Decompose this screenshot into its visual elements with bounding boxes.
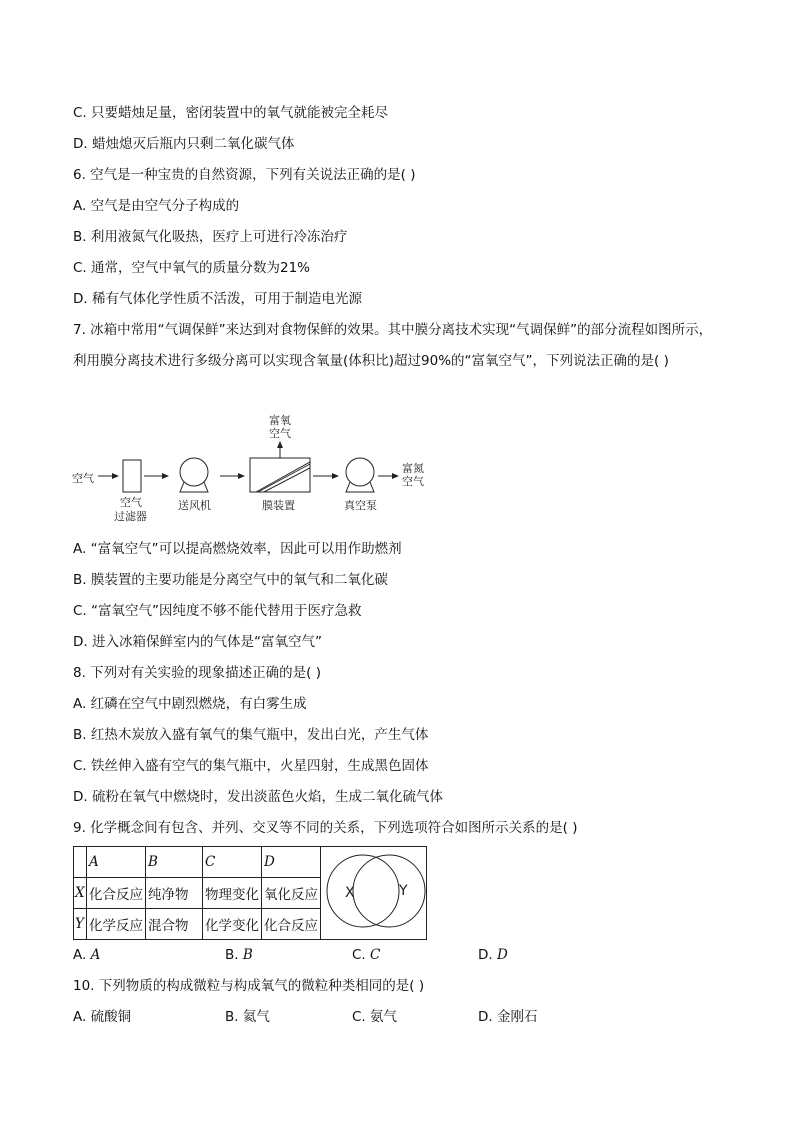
q6-option-d: D. 稀有气体化学性质不活泼，可用于制造电光源: [73, 291, 362, 307]
membrane-flow-diagram: [68, 410, 448, 525]
q8-option-c: C. 铁丝伸入盛有空气的集气瓶中，火星四射，生成黑色固体: [73, 758, 429, 774]
q9-option-b: B. B: [225, 947, 253, 963]
vacuum-pump-icon: [346, 458, 374, 492]
q10-option-a: A. 硫酸铜: [73, 1009, 132, 1025]
q5-option-d: D. 蜡烛熄灭后瓶内只剩二氧化碳气体: [73, 136, 295, 152]
oxygen-rich-label-2: 空气: [269, 427, 291, 440]
table-cell: 氧化反应: [262, 878, 321, 909]
q6-option-a: A. 空气是由空气分子构成的: [73, 198, 240, 214]
table-cell: 混合物: [146, 909, 203, 940]
table-header-cell: A: [87, 847, 146, 878]
table-corner-cell: [74, 847, 87, 878]
row-label-y: Y: [74, 909, 87, 940]
table-cell: 化学反应: [87, 909, 146, 940]
q9-concept-table: [73, 846, 427, 940]
q6-option-c: C. 通常，空气中氧气的质量分数为21%: [73, 260, 311, 276]
membrane-label: 膜装置: [262, 499, 295, 512]
venn-diagram: [321, 847, 426, 935]
q9-option-c: C. C: [352, 947, 381, 963]
q6-option-b: B. 利用液氮气化吸热，医疗上可进行冷冻治疗: [73, 229, 348, 245]
table-cell: 化学变化: [203, 909, 262, 940]
filter-label-1: 空气: [120, 496, 142, 509]
vacuum-pump-label: 真空泵: [344, 499, 377, 512]
table-cell: 化合反应: [87, 878, 146, 909]
table-header-cell: D: [262, 847, 321, 878]
membrane-device-icon: [250, 458, 310, 492]
venn-label-y: Y: [399, 883, 408, 899]
nitrogen-rich-label-2: 空气: [402, 475, 424, 488]
table-cell: 化合反应: [262, 909, 321, 940]
q9-option-d: D. D: [478, 947, 508, 963]
filter-label-2: 过滤器: [114, 510, 147, 523]
blower-label: 送风机: [178, 499, 211, 512]
venn-cell: [321, 847, 427, 940]
q9-option-a: A. A: [73, 947, 101, 963]
q8-option-b: B. 红热木炭放入盛有氧气的集气瓶中，发出白光，产生气体: [73, 727, 429, 743]
q7-option-d: D. 进入冰箱保鲜室内的气体是“富氧空气”: [73, 634, 322, 650]
q7-stem: 7. 冰箱中常用“气调保鲜”来达到对食物保鲜的效果。其中膜分离技术实现“气调保鲜”的部分流程如图所示，利用膜分离技术进行多级分离可以实现含氧量(体积比)超过90%的“富氧空气”，下列说法正确的是( ): [73, 322, 713, 369]
q9-stem: 9. 化学概念间有包含、并列、交叉等不同的关系，下列选项符合如图所示关系的是( ): [73, 820, 578, 836]
q10-option-b: B. 氦气: [225, 1009, 270, 1025]
q7-option-a: A. “富氧空气”可以提高燃烧效率，因此可以用作助燃剂: [73, 541, 402, 557]
table-header-row: [74, 847, 427, 878]
row-label-x: X: [74, 878, 87, 909]
q10-stem: 10. 下列物质的构成微粒与构成氧气的微粒种类相同的是( ): [73, 978, 425, 994]
q7-option-b: B. 膜装置的主要功能是分离空气中的氧气和二氧化碳: [73, 572, 388, 588]
air-filter-box: [123, 460, 141, 492]
nitrogen-rich-label-1: 富氮: [402, 462, 424, 475]
q10-option-d: D. 金刚石: [478, 1009, 538, 1025]
q8-stem: 8. 下列对有关实验的现象描述正确的是( ): [73, 665, 321, 681]
q5-option-c: C. 只要蜡烛足量，密闭装置中的氧气就能被完全耗尽: [73, 105, 389, 121]
table-cell: 纯净物: [146, 878, 203, 909]
q8-option-d: D. 硫粉在氧气中燃烧时，发出淡蓝色火焰，生成二氧化硫气体: [73, 789, 443, 805]
table-header-cell: B: [146, 847, 203, 878]
q10-option-c: C. 氨气: [352, 1009, 398, 1025]
air-input-label: 空气: [72, 472, 94, 485]
q7-option-c: C. “富氧空气”因纯度不够不能代替用于医疗急救: [73, 603, 362, 619]
blower-icon: [180, 458, 208, 492]
q8-option-a: A. 红磷在空气中剧烈燃烧，有白雾生成: [73, 696, 307, 712]
venn-label-x: X: [345, 885, 355, 901]
q6-stem: 6. 空气是一种宝贵的自然资源，下列有关说法正确的是( ): [73, 167, 416, 183]
table-cell: 物理变化: [203, 878, 262, 909]
oxygen-rich-label-1: 富氧: [269, 414, 291, 427]
table-header-cell: C: [203, 847, 262, 878]
